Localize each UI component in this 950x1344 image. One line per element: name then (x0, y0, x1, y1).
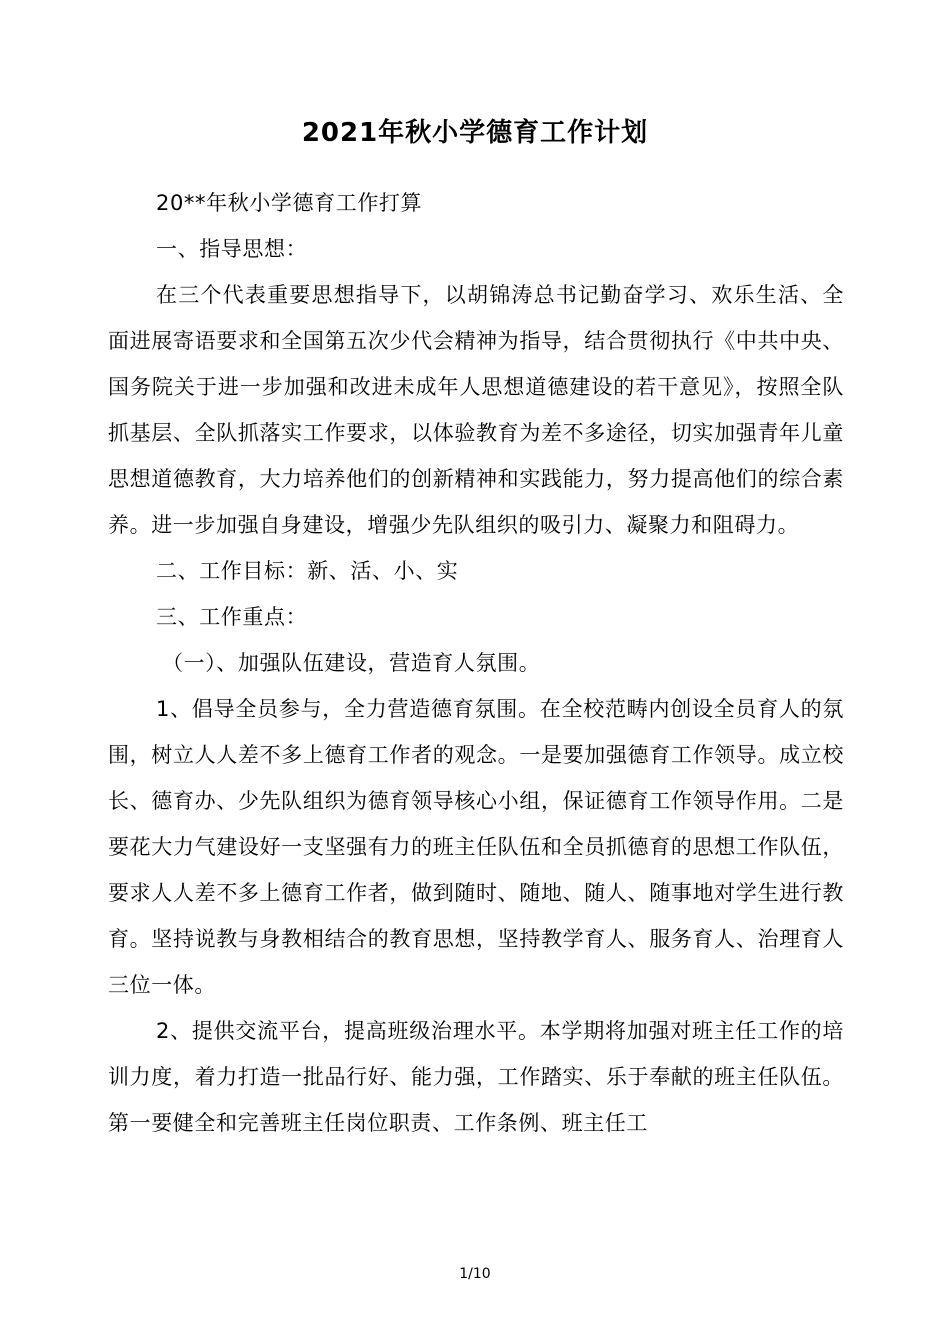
heading-team-building: （一）、加强队伍建设，营造育人氛围。 (162, 651, 541, 675)
page-number: 1/10 (459, 1266, 491, 1282)
document-title: 2021年秋小学德育工作计划 (301, 118, 649, 148)
paragraph-item-1: 1、倡导全员参与，全力营造德育氛围。在全校范畴内创设全员育人的氛围，树立人人差不多上德育工作者的观念。一是要加强德育工作领导。成立校长、德育办、少先队组织为德育领导核心小组，保证德育工作领导作用。二是要花大力气建设好一支坚强有力的班主任队伍和全员抓德育的思想工作队伍，要求人人差不多上德育工作者，做到随时、随地、随人、随事地对学生进行教育。坚持说教与身教相结合的教育思想，坚持教学育人、服务育人、治理育人三位一体。 (108, 697, 844, 997)
paragraph-guiding-ideology: 在三个代表重要思想指导下，以胡锦涛总书记勤奋学习、欢乐生活、全面进展寄语要求和全国第五次少代会精神为指导，结合贯彻执行《中共中央、国务院关于进一步加强和改进未成年人思想道德建设的若干意见》，按照全队抓基层、全队抓落实工作要求，以体验教育为差不多途径，切实加强青年儿童思想道德教育，大力培养他们的创新精神和实践能力，努力提高他们的综合素养。进一步加强自身建设，增强少先队组织的吸引力、凝聚力和阻碍力。 (108, 283, 844, 537)
heading-guiding-ideology: 一、指导思想： (156, 237, 308, 261)
paragraph-subtitle: 20**年秋小学德育工作打算 (156, 191, 423, 215)
document-body (108, 180, 844, 1146)
paragraph-item-2: 2、提供交流平台，提高班级治理水平。本学期将加强对班主任工作的培训力度，着力打造一批品行好、能力强，工作踏实、乐于奉献的班主任队伍。第一要健全和完善班主任岗位职责、工作条例、班主任工 (108, 1019, 844, 1135)
heading-work-goals: 二、工作目标：新、活、小、实 (156, 559, 459, 583)
heading-work-focus: 三、工作重点： (156, 605, 308, 629)
